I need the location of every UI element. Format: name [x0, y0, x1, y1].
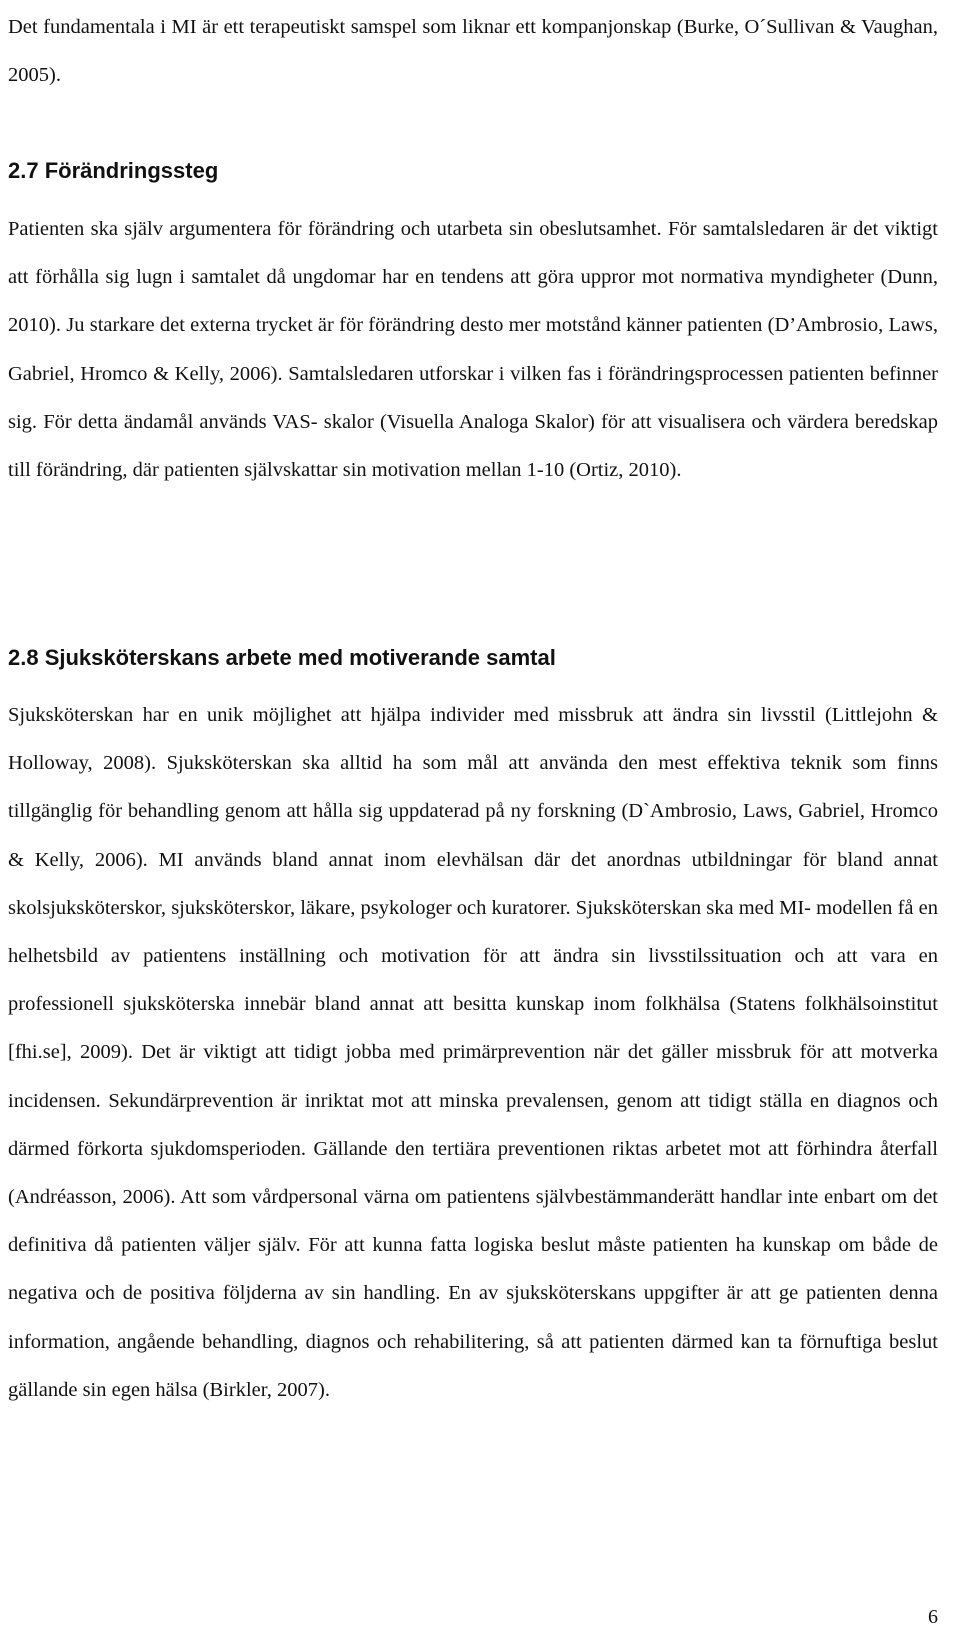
- section-2-8-heading: 2.8 Sjuksköterskans arbete med motiverande samtal: [8, 645, 556, 670]
- section-2-7-heading: 2.7 Förändringssteg: [8, 158, 219, 183]
- intro-paragraph: Det fundamentala i MI är ett terapeutiskt samspel som liknar ett kompanjonskap (Burke, O´Sullivan & Vaughan, 2005).: [8, 16, 938, 87]
- page-number: 6: [928, 1606, 938, 1628]
- section-2-8-paragraph: Sjuksköterskan har en unik möjlighet att hjälpa individer med missbruk att ändra sin livsstil (Littlejohn & Holloway, 2008). Sjuksköterskan ska alltid ha som mål att använda den mest effektiva teknik som finns tillgänglig för behandling genom att hålla sig uppdaterad på ny forskning (D`Ambrosio, Laws, Gabriel, Hromco & Kelly, 2006). MI används bland annat inom elevhälsan där det anordnas utbildningar för bland annat skolsjuksköterskor, sjuksköterskor, läkare, psykologer och kuratorer. Sjuksköterskan ska med MI- modellen få en helhetsbild av patientens inställning och motivation för att ändra sin livsstilssituation och att vara en professionell sjuksköterska innebär bland annat att besitta kunskap inom folkhälsa (Statens folkhälsoinstitut [fhi.se], 2009). Det är viktigt att tidigt jobba med primärprevention när det gäller missbruk för att motverka incidensen. Sekundärprevention är inriktat mot att minska prevalensen, genom att tidigt ställa en diagnos och därmed förkorta sjukdomsperioden. Gällande den tertiära preventionen riktas arbetet mot att förhindra återfall (Andréasson, 2006). Att som vårdpersonal värna om patientens självbestämmanderätt handlar inte enbart om det definitiva då patienten väljer själv. För att kunna fatta logiska beslut måste patienten ha kunskap om både de negativa och de positiva följderna av sin handling. En av sjuksköterskans uppgifter är att ge patienten denna information, angående behandling, diagnos och rehabilitering, så att patienten därmed kan ta förnuftiga beslut gällande sin egen hälsa (Birkler, 2007).: [8, 704, 938, 1401]
- section-2-7-paragraph: Patienten ska själv argumentera för förändring och utarbeta sin obeslutsamhet. För samtalsledaren är det viktigt att förhålla sig lugn i samtalet då ungdomar har en tendens att göra uppror mot normativa myndigheter (Dunn, 2010). Ju starkare det externa trycket är för förändring desto mer motstånd känner patienten (D’Ambrosio, Laws, Gabriel, Hromco & Kelly, 2006). Samtalsledaren utforskar i vilken fas i förändringsprocessen patienten befinner sig. För detta ändamål används VAS- skalor (Visuella Analoga Skalor) för att visualisera och värdera beredskap till förändring, där patienten självskattar sin motivation mellan 1-10 (Ortiz, 2010).: [8, 218, 938, 482]
